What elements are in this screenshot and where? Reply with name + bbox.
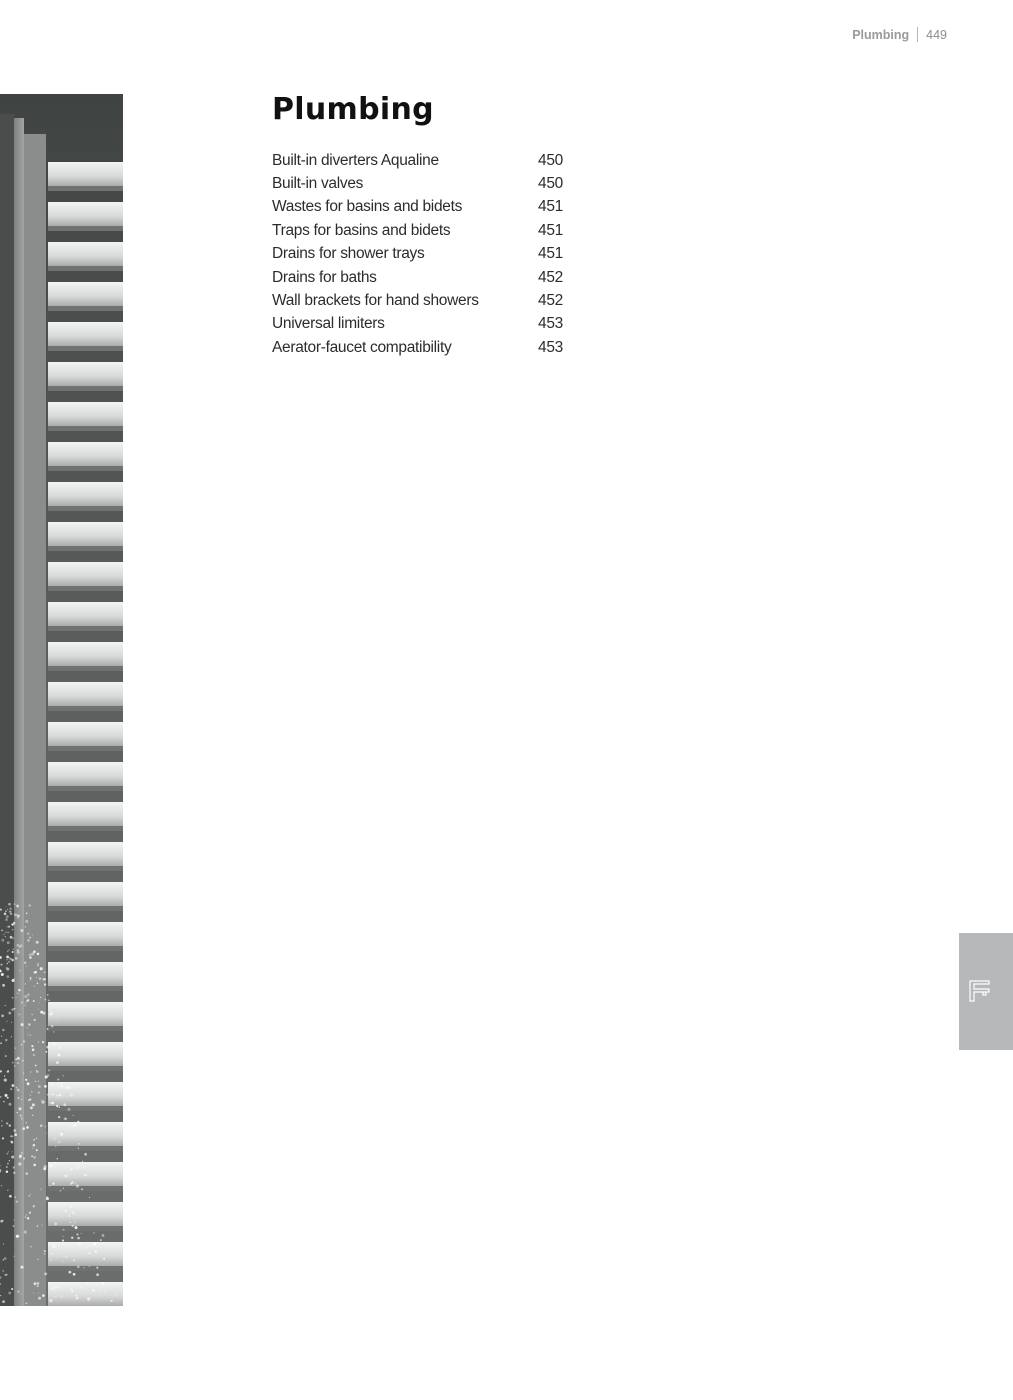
- toc-section: [272, 92, 592, 360]
- page-title: Plumbing: [272, 92, 434, 127]
- running-header-section: Plumbing: [852, 27, 910, 42]
- toc-row-label: Wastes for basins and bidets: [272, 198, 463, 216]
- toc-row-label: Traps for basins and bidets: [272, 221, 451, 239]
- toc-row[interactable]: [272, 313, 592, 336]
- toc-row-page: 451: [538, 221, 563, 239]
- toc-row-page: 451: [538, 245, 563, 263]
- toc-row[interactable]: [272, 219, 592, 242]
- toc-row-page: 453: [538, 315, 563, 333]
- toc-row[interactable]: [272, 243, 592, 266]
- toc-row-page: 450: [538, 151, 563, 169]
- toc-row[interactable]: [272, 266, 592, 289]
- toc-row[interactable]: [272, 196, 592, 219]
- toc-row-label: Wall brackets for hand showers: [272, 292, 479, 310]
- toc-row-label: Drains for shower trays: [272, 245, 425, 263]
- toc-row-label: Universal limiters: [272, 315, 385, 333]
- page-number: 449: [926, 27, 947, 42]
- toc-row-label: Built-in valves: [272, 175, 364, 193]
- toc-row-page: 450: [538, 175, 563, 193]
- toc-row[interactable]: [272, 172, 592, 195]
- toc-row[interactable]: [272, 149, 592, 172]
- toc-row-page: 451: [538, 198, 563, 216]
- toc-row-page: 452: [538, 268, 563, 286]
- toc-row[interactable]: [272, 336, 592, 359]
- section-tab[interactable]: [959, 933, 1013, 1050]
- toc-row-page: 452: [538, 292, 563, 310]
- running-header-divider: [917, 27, 918, 42]
- toc-row-label: Drains for baths: [272, 268, 377, 286]
- shutter-photo: [0, 94, 123, 1306]
- toc-row-label: Built-in diverters Aqualine: [272, 151, 439, 169]
- faucet-icon: [969, 980, 991, 1007]
- toc-row[interactable]: [272, 289, 592, 312]
- running-header: [852, 27, 947, 42]
- toc-list: [272, 149, 592, 360]
- toc-row-label: Aerator-faucet compatibility: [272, 338, 452, 356]
- toc-row-page: 453: [538, 338, 563, 356]
